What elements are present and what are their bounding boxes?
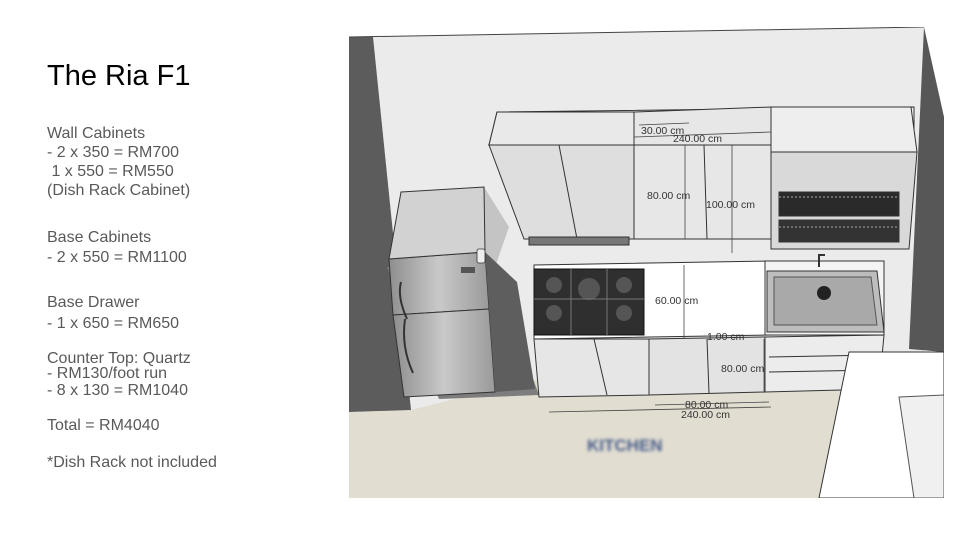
base-cabinets-line-1: - 2 x 550 = RM1100 <box>47 249 187 266</box>
base-drawer-line-1: - 1 x 650 = RM650 <box>47 315 180 332</box>
floor-label: KITCHEN <box>587 436 663 455</box>
dish-rack-note: *Dish Rack not included <box>47 454 217 471</box>
gas-hob <box>534 269 644 335</box>
dim-small-label: 1.00 cm <box>707 331 745 343</box>
wall-cabinets-line-3: (Dish Rack Cabinet) <box>47 182 191 199</box>
dim-base-total-width: 240.00 cm <box>681 409 731 421</box>
wall-cabinets-heading: Wall Cabinets <box>47 125 146 142</box>
wall-cabinets-line-2: 1 x 550 = RM550 <box>47 163 174 180</box>
dim-wall-width: 240.00 cm <box>673 133 723 145</box>
counter-top-line-2: - 8 x 130 = RM1040 <box>47 382 188 399</box>
wall-cabinets-line-1: - 2 x 350 = RM700 <box>47 144 180 161</box>
page-title: The Ria F1 <box>47 60 191 92</box>
base-drawer-heading: Base Drawer <box>47 294 140 311</box>
base-cabinets-heading: Base Cabinets <box>47 229 152 246</box>
base-cabinets <box>534 335 884 397</box>
counter-top-heading: Counter Top: Quartz <box>47 350 191 367</box>
dim-base-unit-width: 80.00 cm <box>685 399 729 411</box>
dim-wall-cab-height: 80.00 cm <box>647 190 691 202</box>
wall-cabinets <box>489 107 917 249</box>
dim-wall-depth: 30.00 cm <box>641 125 685 137</box>
kitchen-render <box>349 27 944 498</box>
dim-wall-height-total: 100.00 cm <box>706 199 756 211</box>
counter-top-line-1: - RM130/foot run <box>47 365 168 382</box>
dim-counter-gap: 60.00 cm <box>655 295 699 307</box>
dim-base-height: 80.00 cm <box>721 363 765 375</box>
total-price: Total = RM4040 <box>47 417 160 434</box>
